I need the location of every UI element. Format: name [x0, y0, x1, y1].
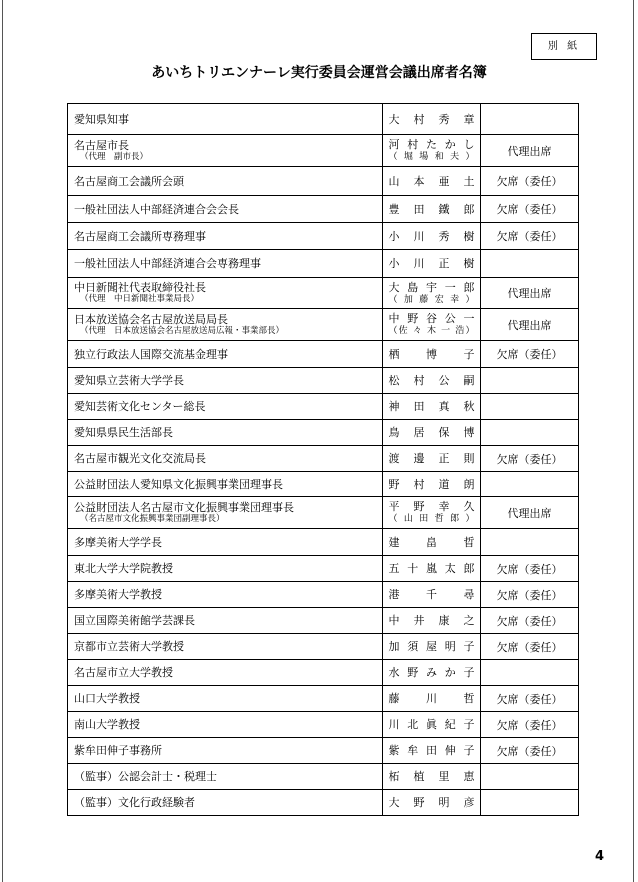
table-row: [68, 608, 579, 634]
member-title: 愛知県立芸術大学学長: [74, 374, 184, 387]
attendance-status: [481, 104, 579, 135]
member-name: 豊 田 鐵 郎: [388, 202, 475, 216]
member-title: 名古屋市観光文化交流局長: [74, 452, 206, 465]
member-title: 東北大学大学院教授: [74, 562, 173, 575]
table-row: [68, 368, 579, 394]
member-name: 柘 植 里 恵: [388, 770, 475, 783]
member-name: 神 田 真 秋: [388, 400, 475, 413]
member-title: 紫牟田伸子事務所: [74, 744, 162, 757]
member-name: 鳥 居 保 博: [388, 426, 475, 439]
member-name: 小 川 正 樹: [388, 257, 475, 270]
member-title-cell: [68, 608, 383, 634]
attendance-status: 欠席（委任）: [481, 556, 579, 582]
member-title: 多摩美術大学学長: [74, 535, 162, 549]
member-name-cell: [383, 660, 481, 686]
member-name-cell: [383, 582, 481, 608]
member-name: 加 須 屋 明 子: [388, 640, 475, 653]
proxy-title: （代理 中日新聞社事業局長）: [80, 294, 200, 304]
member-title-cell: [68, 278, 383, 309]
attendance-status: [481, 394, 579, 420]
member-name: 中 野 谷 公 一: [388, 312, 475, 325]
member-title-cell: [68, 104, 383, 135]
member-name-cell: [383, 497, 481, 529]
member-title-cell: [68, 738, 383, 764]
member-title: 名古屋市立大学教授: [74, 666, 173, 679]
table-row: [68, 497, 579, 529]
member-name-cell: [383, 250, 481, 278]
page-left-border: [2, 0, 3, 882]
member-name: 中 井 康 之: [388, 614, 475, 627]
attendance-status: 欠席（委任）: [481, 608, 579, 634]
table-row: [68, 446, 579, 472]
member-title: 中日新聞社代表取締役社長: [74, 281, 206, 294]
member-name-cell: [383, 278, 481, 309]
member-name: 大 野 明 彦: [388, 796, 475, 809]
page-right-border: [633, 0, 634, 882]
member-title: （監事）文化行政経験者: [74, 796, 195, 809]
member-title-cell: [68, 686, 383, 712]
member-title: 一般社団法人中部経済連合会会長: [74, 202, 239, 216]
table-row: [68, 556, 579, 582]
member-title: 多摩美術大学教授: [74, 588, 162, 601]
attendance-status: 欠席（委任）: [481, 686, 579, 712]
member-name-cell: [383, 368, 481, 394]
table-row: [68, 394, 579, 420]
attendance-status: 欠席（委任）: [481, 341, 579, 368]
member-title: 愛知県県民生活部長: [74, 426, 173, 439]
member-title-cell: [68, 634, 383, 660]
member-name: 建 畠 晢: [388, 535, 475, 549]
member-title-cell: [68, 368, 383, 394]
attendance-status: [481, 472, 579, 497]
member-title: 南山大学教授: [74, 718, 140, 731]
attendance-status: 欠席（委任）: [481, 582, 579, 608]
member-name: 渡 邊 正 則: [388, 452, 475, 465]
attendance-status: 欠席（委任）: [481, 167, 579, 196]
attendance-status: [481, 660, 579, 686]
member-name-cell: [383, 712, 481, 738]
attendance-status: [481, 790, 579, 816]
member-title-cell: [68, 764, 383, 790]
table-row: [68, 660, 579, 686]
member-name: 藤 川 哲: [388, 692, 475, 705]
table-row: [68, 634, 579, 660]
member-name-cell: [383, 790, 481, 816]
member-name: 河 村 た か し: [388, 138, 475, 151]
member-title: 名古屋商工会議所会頭: [74, 174, 184, 188]
member-name-cell: [383, 223, 481, 250]
member-name-cell: [383, 104, 481, 135]
table-row: [68, 278, 579, 309]
table-row: [68, 104, 579, 135]
member-name: 大 村 秀 章: [388, 112, 475, 126]
member-title: 独立行政法人国際交流基金理事: [74, 347, 228, 361]
member-title-cell: [68, 556, 383, 582]
member-title: 名古屋商工会議所専務理事: [74, 229, 206, 243]
member-name-cell: [383, 135, 481, 167]
member-name: 野 村 道 朗: [388, 477, 475, 491]
member-name-cell: [383, 529, 481, 556]
member-title: 山口大学教授: [74, 692, 140, 705]
proxy-name: （ 山 田 哲 郎 ）: [388, 514, 475, 524]
attendance-status: 代理出席: [481, 497, 579, 529]
member-title-cell: [68, 341, 383, 368]
member-name-cell: [383, 196, 481, 223]
member-name: 松 村 公 嗣: [388, 374, 475, 387]
table-row: [68, 135, 579, 167]
attendance-status: 代理出席: [481, 309, 579, 341]
table-row: [68, 167, 579, 196]
member-name-cell: [383, 167, 481, 196]
attendance-status: 欠席（委任）: [481, 196, 579, 223]
attendance-status: [481, 420, 579, 446]
member-title: （監事）公認会計士・税理士: [74, 770, 217, 783]
member-name-cell: [383, 686, 481, 712]
attendance-status: 欠席（委任）: [481, 634, 579, 660]
member-title-cell: [68, 529, 383, 556]
member-title: 一般社団法人中部経済連合会専務理事: [74, 257, 261, 270]
table-row: [68, 341, 579, 368]
member-title-cell: [68, 582, 383, 608]
member-name: 大 島 宇 一 郎: [388, 280, 475, 294]
member-name-cell: [383, 634, 481, 660]
member-title-cell: [68, 420, 383, 446]
member-title: 愛知芸術文化センター総長: [74, 400, 206, 413]
member-name: 平 野 幸 久: [388, 500, 475, 513]
member-name-cell: [383, 472, 481, 497]
member-name: 水 野 み か 子: [388, 666, 475, 679]
attachment-label: 別 紙: [531, 33, 597, 60]
member-name-cell: [383, 309, 481, 341]
member-title: 日本放送協会名古屋放送局局長: [74, 312, 228, 326]
member-title: 京都市立芸術大学教授: [74, 640, 184, 653]
proxy-title: （代理 副市長）: [80, 151, 149, 162]
attendance-status: 欠席（委任）: [481, 223, 579, 250]
proxy-name: （ 加 藤 宏 幸 ）: [388, 294, 475, 305]
member-name-cell: [383, 446, 481, 472]
member-title-cell: [68, 167, 383, 196]
attendance-status: [481, 368, 579, 394]
member-name: 栖 博 子: [388, 347, 475, 361]
table-row: [68, 472, 579, 497]
proxy-title: （名古屋市文化振興事業団副理事長）: [80, 513, 225, 524]
attendance-status: 代理出席: [481, 278, 579, 309]
table-row: [68, 420, 579, 446]
member-name-cell: [383, 341, 481, 368]
member-title-cell: [68, 309, 383, 341]
attendee-table: [67, 103, 579, 816]
member-title: 名古屋市長: [74, 138, 129, 152]
table-row: [68, 196, 579, 223]
member-title: 公益財団法人愛知県文化振興事業団理事長: [74, 477, 283, 491]
table-row: [68, 309, 579, 341]
table-row: [68, 790, 579, 816]
table-row: [68, 712, 579, 738]
attendance-status: 欠席（委任）: [481, 738, 579, 764]
member-name-cell: [383, 764, 481, 790]
proxy-name: （佐 々 木 一 浩）: [388, 326, 475, 336]
page-number: 4: [595, 849, 605, 864]
proxy-title: （代理 日本放送協会名古屋放送局広報・事業部長）: [80, 325, 285, 336]
member-name-cell: [383, 394, 481, 420]
member-title-cell: [68, 660, 383, 686]
member-title-cell: [68, 394, 383, 420]
member-name-cell: [383, 738, 481, 764]
member-title: 愛知県知事: [74, 112, 129, 126]
member-title-cell: [68, 250, 383, 278]
table-row: [68, 582, 579, 608]
member-name: 紫 牟 田 伸 子: [388, 744, 475, 757]
member-title-cell: [68, 196, 383, 223]
document-title: あいちトリエンナーレ実行委員会運営会議出席者名簿: [151, 65, 487, 81]
table-row: [68, 764, 579, 790]
attendance-status: 代理出席: [481, 135, 579, 167]
table-row: [68, 223, 579, 250]
member-name: 川 北 眞 紀 子: [388, 718, 475, 731]
member-title-cell: [68, 790, 383, 816]
table-row: [68, 686, 579, 712]
member-title-cell: [68, 446, 383, 472]
member-title: 公益財団法人名古屋市文化振興事業団理事長: [74, 500, 294, 514]
member-name: 小 川 秀 樹: [388, 229, 475, 243]
member-name: 五 十 嵐 太 郎: [388, 562, 475, 575]
member-title-cell: [68, 223, 383, 250]
member-name-cell: [383, 556, 481, 582]
member-title: 国立国際美術館学芸課長: [74, 614, 195, 627]
table-row: [68, 738, 579, 764]
attendance-status: [481, 250, 579, 278]
member-name-cell: [383, 608, 481, 634]
member-name: 港 千 尋: [388, 588, 475, 601]
member-name: 山 本 亜 土: [388, 174, 475, 188]
proxy-name: （ 堀 場 和 夫 ）: [388, 152, 475, 162]
member-title-cell: [68, 135, 383, 167]
member-title-cell: [68, 712, 383, 738]
attendance-status: 欠席（委任）: [481, 446, 579, 472]
attendance-status: [481, 529, 579, 556]
member-title-cell: [68, 472, 383, 497]
attendance-status: 欠席（委任）: [481, 712, 579, 738]
table-row: [68, 250, 579, 278]
attendance-status: [481, 764, 579, 790]
member-name-cell: [383, 420, 481, 446]
table-row: [68, 529, 579, 556]
member-title-cell: [68, 497, 383, 529]
